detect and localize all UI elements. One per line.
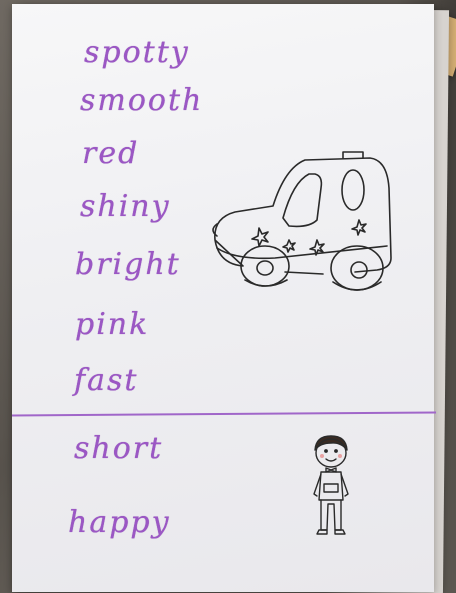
- word-fast: fast: [74, 363, 139, 398]
- word-bright: bright: [75, 247, 181, 282]
- paper-sheet: [12, 4, 434, 592]
- boy-drawing: [306, 434, 356, 544]
- word-red: red: [82, 136, 140, 171]
- word-spotty: spotty: [84, 35, 190, 70]
- word-shiny: shiny: [80, 189, 171, 224]
- divider-line: [12, 412, 436, 417]
- word-happy: happy: [68, 505, 171, 540]
- word-smooth: smooth: [80, 83, 204, 118]
- word-short: short: [74, 431, 164, 466]
- car-drawing: [205, 148, 395, 308]
- word-pink: pink: [75, 307, 150, 342]
